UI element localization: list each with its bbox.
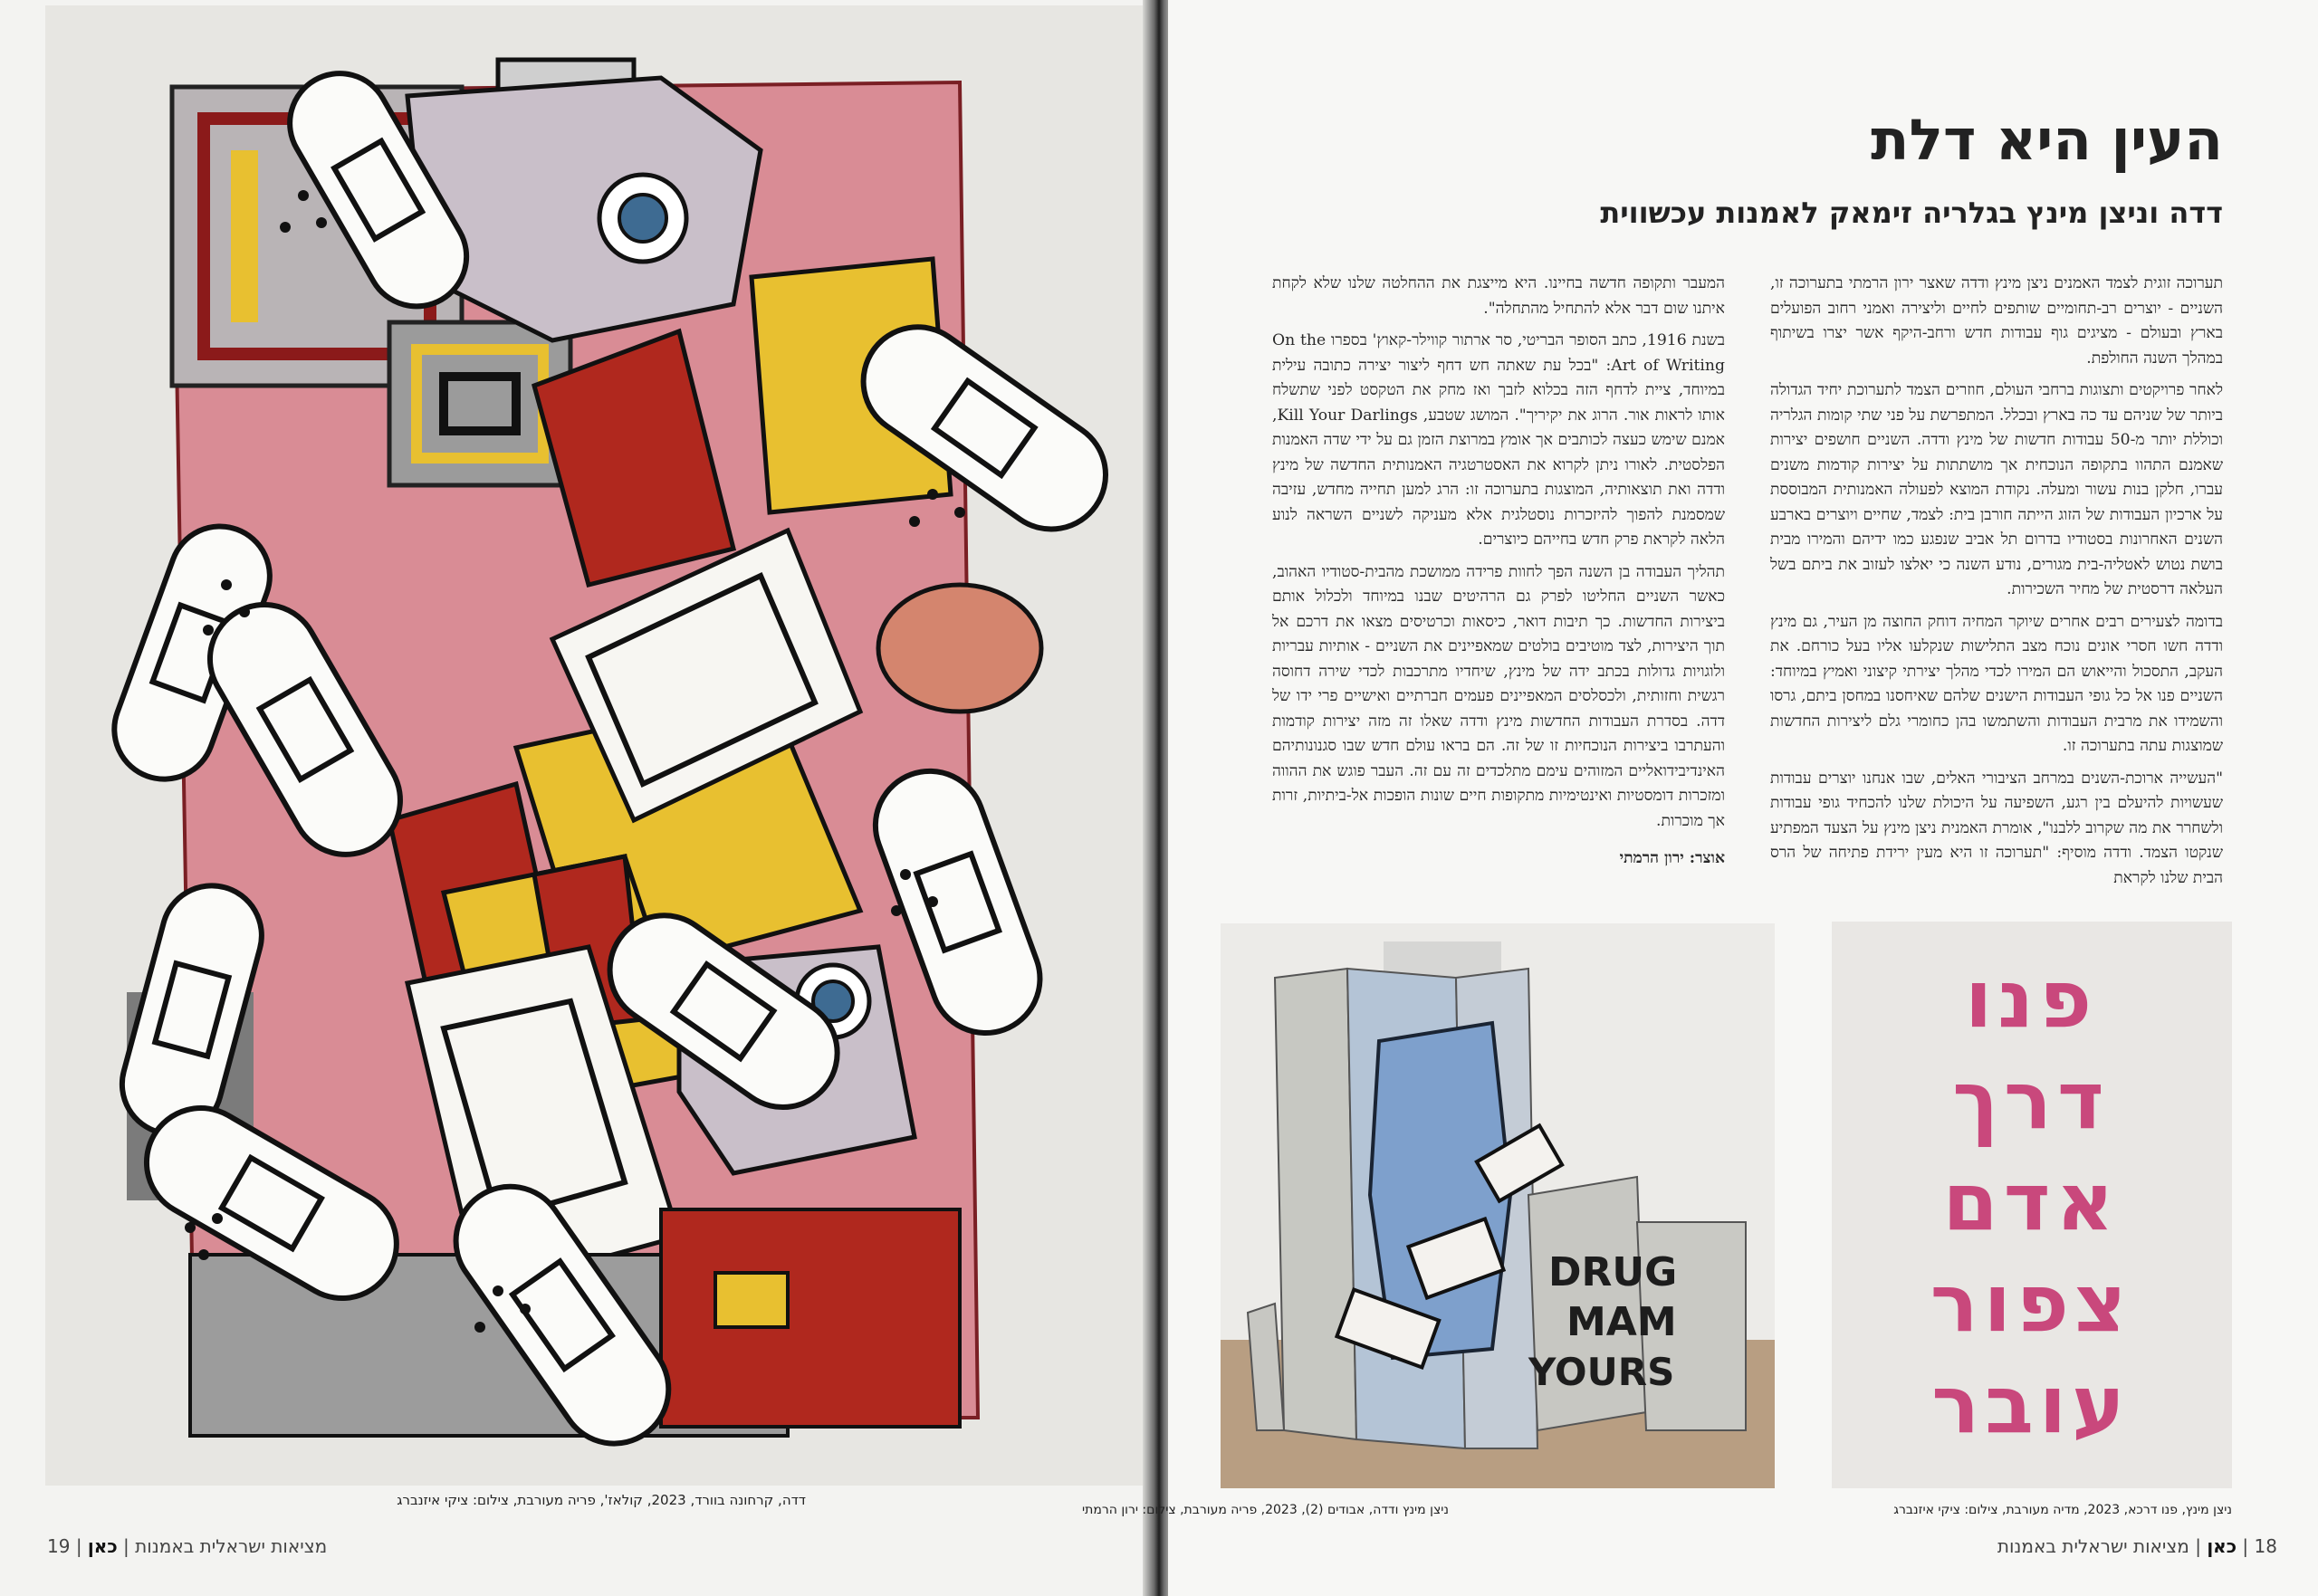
artwork-word: אדם <box>1942 1155 2120 1248</box>
text-work-caption: ניצן מינץ, פנו דרכא, 2023, מדיה מעורבת, צילום: ציקי איזנברג <box>1893 1503 2232 1517</box>
page-number: 19 <box>47 1535 71 1557</box>
page-footer-left: 19 | מציאות ישראלית באמנות | כאן <box>47 1535 328 1557</box>
paragraph: תערוכה זוגית לצמד האמנים ניצן מינץ ודדה שאצר ירון הרמתי בתערוכה זו, השניים - יוצרים רב-תחומיים שותפים לחיים וליצירה ואמני רחוב הפועלים בארץ ובעולם - מציגים גוף עבודות חדש ורחב-היקף אשר יצרו בשיתוף במהלך השנה החולפת. <box>1770 274 2223 368</box>
article-subtitle: דדה וניצן מינץ בגלריה זימאק לאמנות עכשווית <box>1600 196 2223 230</box>
paragraph: המעבר ותקופה חדשה בחיינו. היא מייצגת את ההחלטה שלנו שלא לקחת איתנו שום דבר אלא להתחיל מהתחלה". <box>1272 274 1725 318</box>
footer-brand: כאן <box>2207 1535 2237 1557</box>
screen-photo-caption: ניצן מינץ ודדה, אבודים (2), 2023, פריה מעורבת, צילום: ירון הרמתי <box>1081 1503 1449 1517</box>
hebrew-text-artwork-photo <box>1832 922 2232 1488</box>
paragraph: בשנת 1916, כתב הסופר הבריטי, סר ארתור קווילר-קאוץ' בספרו On the Art of Writing: "בכל עת שאתה חש דחף ליצור יצירה כתובה עילית במיוחד, ציית לדחף הזה בכלוא לזבך ואז מחק את הטקסט לפני שתשלח אותו לראות אור. הרוג את יקיריך". המושג שטבע, Kill Your Darlings, אמנם שימש כעצה לכותבים אך אומץ במרוצת הזמן גם על ידי שדה האמנות הפלסטית. לאורו ניתן לקרוא את האסטרטגיה האמנותית החדשה של מינץ ודדה ואת תוצאותיה, המוצגות בתערוכה זו: הרג למען תחייה מחדש, עזיבה שמסמנת להפוך להיזכרות נוסטלגית אלא מעניקה לשניים השראה לנוע הלאה לקראת פרק חדש בחייהם כיוצרים. <box>1272 331 1725 549</box>
collage-artwork <box>45 5 1145 1486</box>
artwork-word: פנו <box>1965 952 2097 1046</box>
footer-section: מציאות ישראלית באמנות <box>1997 1535 2189 1557</box>
screen-letters-2: MAM <box>1566 1299 1677 1345</box>
page-number: 18 <box>2254 1535 2277 1557</box>
paragraph: תהליך העבודה בן השנה הפך לחוות פרידה ממושכת מהבית-סטודיו האהוב, כאשר השניים החליטו לפרק גם הרהיטים שבנו במיוחד ולכלול אותם ביצירות החדשות. כך תיבות דואר, כיסאות וכרטיסים מצאו את דרכם אל תוך היצירות, לצד מוטיבים בולטים שמאפיינים את השניים - אותיות עבריות ולוגויות גדולות בכתב ידה של מינץ, שיחדיו מתרכבות לכדי שירה דחוסה רגשית וחזותית, ולכסלסים המאפיינים פעמים חברתיים ואישיים פרי ידו של דדה. בסדרת העבודות החדשות מינץ ודדה שאלו זה מזה יצירות קודמות והעתרבו ביצירות הנוכחיות זו של זה. הם בראו עולם חדש שבו סגנונותיהם האינדיבידואליים המזוהים עימם מתלכדים זה עם זה. העבר פוגש את ההווה ומזכרות דומסטיות ואינטימיות מתקופות חיים שונות הופכות אל-ביתיות, זרות אך מוכרות. <box>1272 562 1725 830</box>
footer-section: מציאות ישראלית באמנות <box>135 1535 328 1557</box>
footer-brand: כאן <box>87 1535 118 1557</box>
paragraph: בדומה לצעירים רבים אחרים שיוקר המחיה דוחק החוצה מן העיר, גם מינץ ודדה חשו חסרי אונים נוכח מצב התלישות שנקלעו אליו בעל כורחם. את העקב, התסכול והייאוש הם המירו לכדי מהלך יצירתי קיצוני ואמיץ במיוחד: השניים פנו אל כל גופי העבודות הישנים שלהם שאיחסנו במחסן ביתם, גרסו והשמידו את מרבית העבודות והשתמשו בהן כחומרי גלם ליצירות החדשות שמוצגות עתה בתערוכה זו. <box>1770 612 2223 755</box>
curator-credit: אוצר: ירון הרמתי <box>1619 849 1725 867</box>
paragraph: לאחר פרויקטים ותצוגות ברחבי העולם, חוזרים הצמד לתערוכת יחיד הגדולה ביותר של שניהם עד כה בארץ ובכלל. המתפרשת על פני שתי קומות הגלריה וכוללת יותר מ-50 עבודות חדשות של מינץ ודדה. השניים חושפים יצירות שאמנם התהוו בתקופה הנוכחית אך מושתתות על יצירות קודמות משנים עברו, חלקן בנות עשור ומעלה. נקודת המוצא לפעולה האמנותית המבוססת על ארכיון העבודות של הזוג הייתה חורבן בית: לצמד, שחיים ויוצרים בארבע השנים האחרונות בסטודיו בדרום תל אביב שנפגע כמו ידיהם והמירו מבית בושת נטוש לאטליה-בית מגורים, נודע השנה כי יאלצו לעזוב את ביתם בשל העלאה דרסטית של מחיר השכירות. <box>1770 381 2223 598</box>
folding-screen-photo <box>1221 923 1775 1488</box>
article-title: העין היא דלת <box>1871 107 2223 173</box>
hebrew-letters-artwork <box>1850 949 2212 1456</box>
text-column-left <box>1272 272 1725 879</box>
screen-letters-1: DRUG <box>1548 1249 1678 1295</box>
artwork-caption: דדה, קרחונה בוורד, 2023, קולאז', פריה מעורבת, צילום: ציקי איזנברג <box>397 1492 806 1508</box>
paragraph: "העשייה ארוכת-השנים במרחב הציבורי האלים, שבו אנחנו יוצרים עבודות שעשויות להיעלם בין רגע, השפיעה על היכולת שלנו להכחיד גופי עבודות ולשחרר את מה שקרוב ללבנו", אומרת האמנית ניצן מינץ על הצעד המפתיע שנקטו הצמד. ודדה מוסיף: "תערוכה זו היא מעין ירידת פתיחה של הרס הבית שלנו לקראת <box>1770 769 2223 887</box>
page-footer-right: 18 | כאן | מציאות ישראלית באמנות <box>1997 1535 2277 1557</box>
artwork-word: עובר <box>1931 1358 2131 1451</box>
text-column-right <box>1770 272 2223 898</box>
artwork-word: דרך <box>1952 1054 2110 1147</box>
artwork-word: צפור <box>1930 1257 2132 1350</box>
left-page <box>0 0 1150 1596</box>
screen-letters-3: YOURS <box>1528 1350 1675 1394</box>
